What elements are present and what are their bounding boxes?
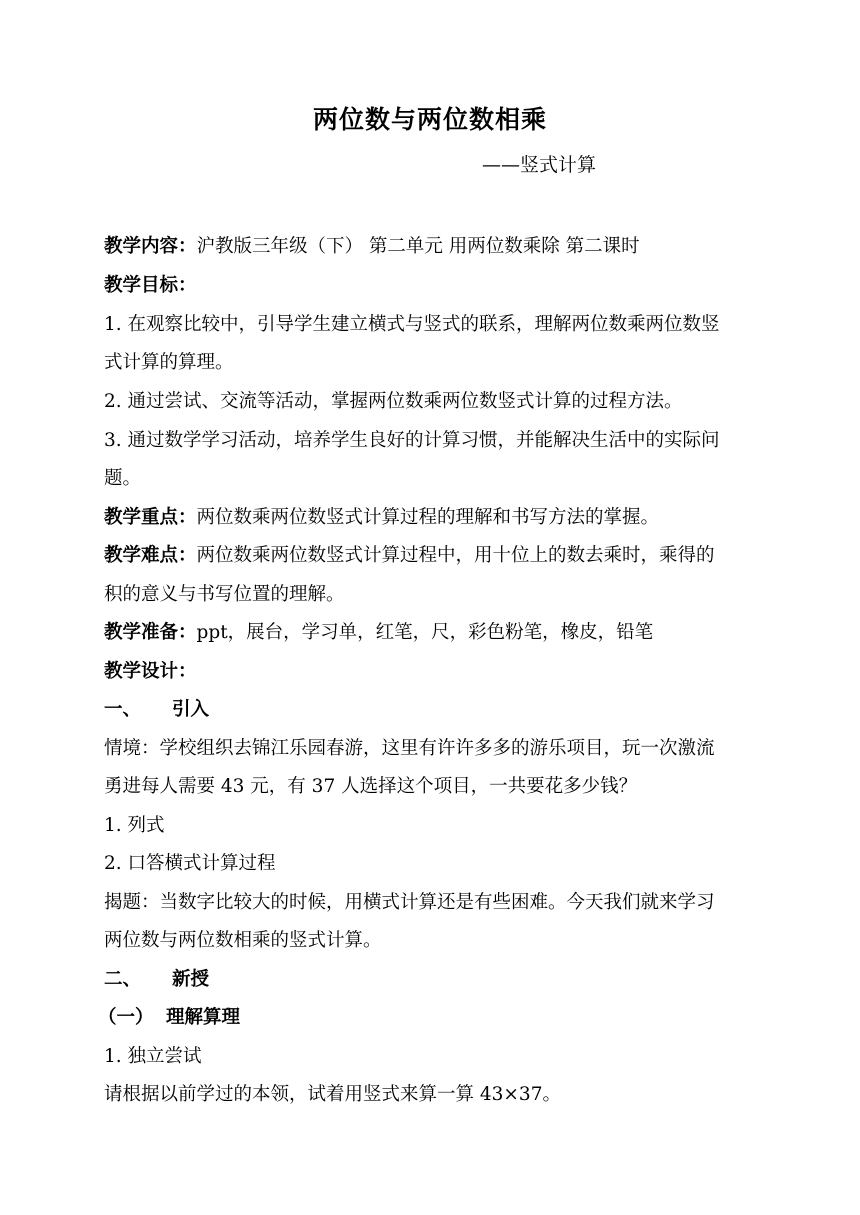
difficulty-label: 教学难点： — [104, 545, 197, 566]
key-point — [104, 503, 764, 529]
page-subtitle: ——竖式计算 — [482, 154, 597, 176]
goal-line: 式计算的算理。 — [104, 352, 234, 373]
section-title: 新授 — [172, 969, 210, 990]
section-number: 一、 — [104, 699, 142, 720]
teaching-content — [104, 232, 764, 258]
preparation — [104, 618, 764, 644]
scenario-line: 情境：学校组织去锦江乐园春游，这里有许许多多的游乐项目，玩一次激流 — [104, 738, 715, 759]
subsection-number: （一） — [98, 1007, 154, 1028]
difficulty-text: 两位数乘两位数竖式计算过程中，用十位上的数去乘时，乘得的 — [196, 545, 715, 566]
subsection-heading — [98, 1003, 764, 1029]
preparation-text: ppt，展台，学习单，红笔，尺，彩色粉笔，橡皮，铅笔 — [196, 622, 654, 643]
goal-line: 2. 通过尝试、交流等活动，掌握两位数乘两位数竖式计算的过程方法。 — [104, 391, 683, 412]
preparation-label: 教学准备： — [104, 622, 197, 643]
design-label: 教学设计： — [104, 661, 197, 682]
page-title: 两位数与两位数相乘 — [312, 105, 547, 134]
instruction-line: 请根据以前学过的本领，试着用竖式来算一算 43×37。 — [104, 1084, 561, 1105]
section-heading-new — [104, 965, 764, 991]
scenario-line: 勇进每人需要 43 元，有 37 人选择这个项目，一共要花多少钱？ — [104, 776, 638, 797]
teaching-goals-label: 教学目标： — [104, 275, 197, 296]
section-number: 二、 — [104, 969, 142, 990]
teaching-content-label: 教学内容： — [104, 236, 197, 257]
goal-line: 3. 通过数学学习活动，培养学生良好的计算习惯，并能解决生活中的实际问 — [104, 430, 720, 451]
difficulty-continued: 积的意义与书写位置的理解。 — [104, 584, 345, 605]
difficulty — [104, 541, 764, 567]
reveal-line: 两位数与两位数相乘的竖式计算。 — [104, 930, 382, 951]
section-title: 引入 — [172, 699, 210, 720]
reveal-line: 揭题：当数字比较大的时候，用横式计算还是有些困难。今天我们就来学习 — [104, 892, 715, 913]
subsection-title: 理解算理 — [166, 1007, 241, 1028]
step-line: 2. 口答横式计算过程 — [104, 853, 276, 874]
teaching-content-text: 沪教版三年级（下） 第二单元 用两位数乘除 第二课时 — [196, 236, 640, 257]
section-heading-intro — [104, 695, 764, 721]
key-point-text: 两位数乘两位数竖式计算过程的理解和书写方法的掌握。 — [196, 507, 660, 528]
step-line: 1. 列式 — [104, 815, 165, 836]
step-line: 1. 独立尝试 — [104, 1046, 202, 1067]
goal-line: 题。 — [104, 468, 142, 489]
key-point-label: 教学重点： — [104, 507, 197, 528]
goal-line: 1. 在观察比较中，引导学生建立横式与竖式的联系，理解两位数乘两位数竖 — [104, 314, 720, 335]
